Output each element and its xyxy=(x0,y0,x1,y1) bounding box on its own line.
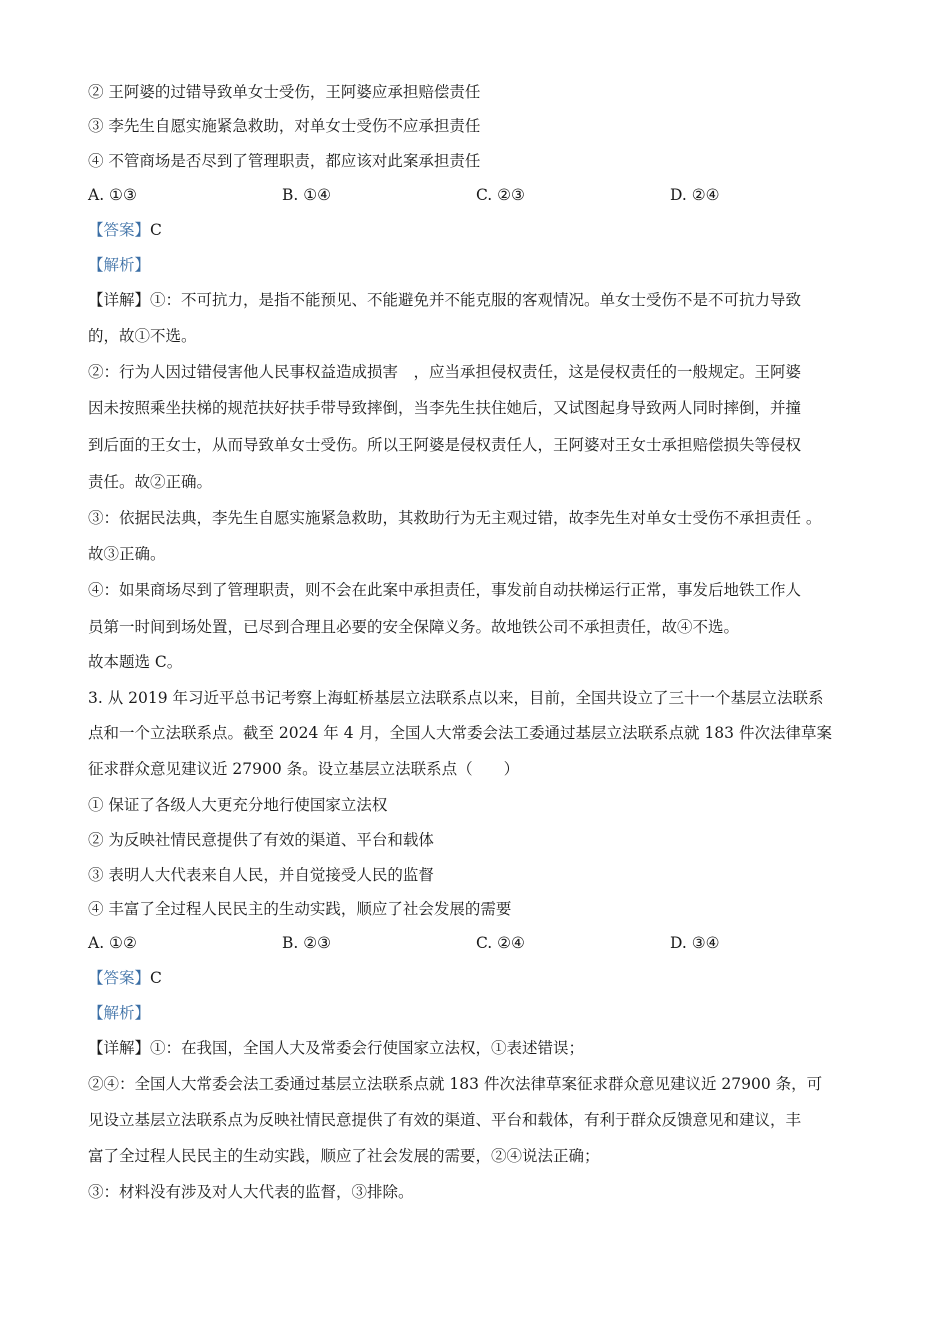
q3-stem-line: 3. 从 2019 年习近平总书记考察上海虹桥基层立法联系点以来，目前，全国共设立了三十一个基层立法联系 xyxy=(88,689,824,707)
q3-detail-tag: 【详解】 xyxy=(88,1039,151,1057)
q2-explanation-line: 的，故①不选。 xyxy=(88,327,197,345)
q2-explanation-text: ①：不可抗力，是指不能预见、不能避免并不能克服的客观情况。单女士受伤不是不可抗力导致 xyxy=(150,291,802,309)
q3-answer-tag: 【答案】 xyxy=(88,969,151,987)
q2-choice-d: D. ②④ xyxy=(670,186,720,204)
q2-answer-tag: 【答案】 xyxy=(88,221,151,239)
q3-explanation-line: ③：材料没有涉及对人大代表的监督，③排除。 xyxy=(88,1183,414,1201)
q2-explanation-line: 员第一时间到场处置，已尽到合理且必要的安全保障义务。故地铁公司不承担责任，故④不选。 xyxy=(88,618,740,636)
q3-explanation-line: ②④：全国人大常委会法工委通过基层立法联系点就 183 件次法律草案征求群众意见建议近 27900 条，可 xyxy=(88,1075,823,1093)
q2-conclusion: 故本题选 C。 xyxy=(88,653,183,671)
q2-explanation-line xyxy=(88,289,878,311)
q3-answer-value: C xyxy=(150,969,162,987)
q2-option-item-2: ② 王阿婆的过错导致单女士受伤，王阿婆应承担赔偿责任 xyxy=(88,83,481,101)
q2-choice-a: A. ①③ xyxy=(88,186,137,204)
q3-answer xyxy=(88,967,878,989)
q2-analysis-tag: 【解析】 xyxy=(88,256,151,274)
q3-analysis-tag: 【解析】 xyxy=(88,1004,151,1022)
q2-explanation-line: ②：行为人因过错侵害他人民事权益造成损害 ，应当承担侵权责任，这是侵权责任的一般规定。王阿婆 xyxy=(88,363,802,381)
q2-answer-value: C xyxy=(150,221,162,239)
q3-option-item-4: ④ 丰富了全过程人民民主的生动实践，顺应了社会发展的需要 xyxy=(88,900,512,918)
q2-choice-c: C. ②③ xyxy=(476,186,525,204)
q2-detail-tag: 【详解】 xyxy=(88,291,151,309)
q2-explanation-line: ③：依据民法典，李先生自愿实施紧急救助，其救助行为无主观过错，故李先生对单女士受伤不承担责任 。 xyxy=(88,509,822,527)
q3-explanation-line: 见设立基层立法联系点为反映社情民意提供了有效的渠道、平台和载体，有利于群众反馈意见和建议，丰 xyxy=(88,1111,802,1129)
q2-explanation-line: ④：如果商场尽到了管理职责，则不会在此案中承担责任，事发前自动扶梯运行正常，事发后地铁工作人 xyxy=(88,581,802,599)
q2-choice-b: B. ①④ xyxy=(282,186,332,204)
q3-option-item-1: ① 保证了各级人大更充分地行使国家立法权 xyxy=(88,796,388,814)
q3-stem-line: 点和一个立法联系点。截至 2024 年 4 月，全国人大常委会法工委通过基层立法联系点就 183 件次法律草案 xyxy=(88,724,832,742)
q2-explanation-line: 因未按照乘坐扶梯的规范扶好扶手带导致摔倒，当李先生扶住她后，又试图起身导致两人同时摔倒，并撞 xyxy=(88,399,802,417)
q3-choice-d: D. ③④ xyxy=(670,934,720,952)
q2-explanation-line: 责任。故②正确。 xyxy=(88,473,213,491)
q3-option-item-2: ② 为反映社情民意提供了有效的渠道、平台和载体 xyxy=(88,831,434,849)
q3-option-item-3: ③ 表明人大代表来自人民，并自觉接受人民的监督 xyxy=(88,866,434,884)
q2-answer xyxy=(88,219,878,241)
q3-explanation-line xyxy=(88,1037,878,1059)
q2-explanation-line: 故③正确。 xyxy=(88,545,166,563)
q3-stem-line: 征求群众意见建议近 27900 条。设立基层立法联系点（ ） xyxy=(88,760,520,778)
q3-choice-c: C. ②④ xyxy=(476,934,525,952)
q2-explanation-line: 到后面的王女士，从而导致单女士受伤。所以王阿婆是侵权责任人，王阿婆对王女士承担赔偿损失等侵权 xyxy=(88,436,802,454)
q3-explanation-text: ①：在我国，全国人大及常委会行使国家立法权，①表述错误； xyxy=(150,1039,585,1057)
q2-option-item-4: ④ 不管商场是否尽到了管理职责，都应该对此案承担责任 xyxy=(88,152,481,170)
q3-choice-a: A. ①② xyxy=(88,934,137,952)
q2-option-item-3: ③ 李先生自愿实施紧急救助，对单女士受伤不应承担责任 xyxy=(88,117,481,135)
q3-choice-b: B. ②③ xyxy=(282,934,332,952)
q3-explanation-line: 富了全过程人民民主的生动实践，顺应了社会发展的需要，②④说法正确； xyxy=(88,1147,600,1165)
